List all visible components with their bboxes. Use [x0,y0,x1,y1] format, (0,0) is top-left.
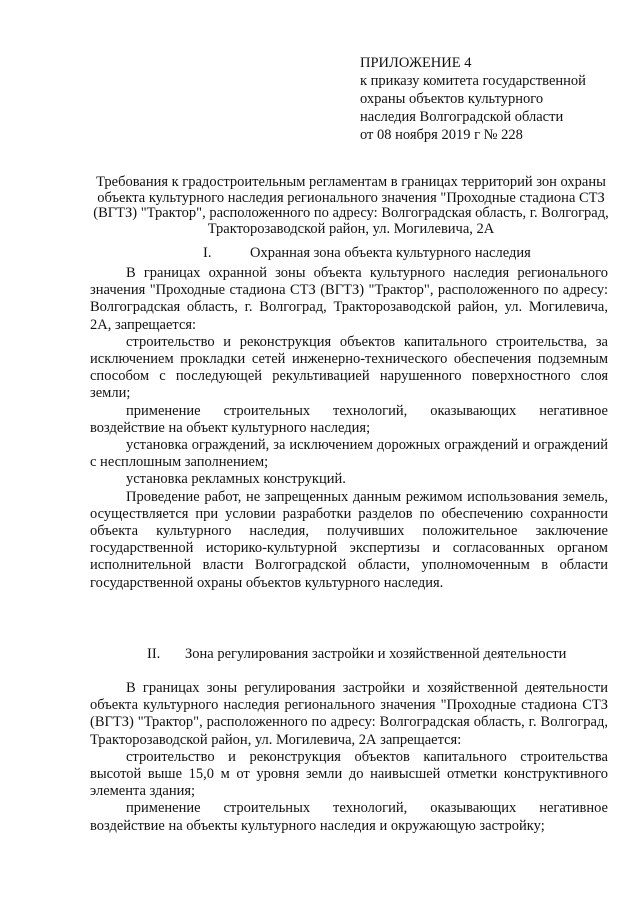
section-1-closing: Проведение работ, не запрещенных данным режимом использования земель, осуществляется при условии разработки разделов по обеспечению сохранности объекта культурного наследия, получивших положительное заключение государственной историко-культурной экспертизы и согласованных органом исполнительной власти Волгоградской области, уполномоченным в области государственной охраны объектов культурного наследия. [90,488,608,591]
appendix-line: наследия Волгоградской области [360,109,564,125]
section-2-item: применение строительных технологий, оказывающих негативное воздействие на объекты культурного наследия и окружающую застройку; [90,800,608,834]
section-2-body [90,680,608,835]
section-2-title: Зона регулирования застройки и хозяйственной деятельности [185,646,567,662]
appendix-line: от 08 ноября 2019 г № 228 [360,127,523,143]
section-1-body [90,265,608,592]
appendix-heading: ПРИЛОЖЕНИЕ 4 [360,55,472,71]
section-2-number: II. [147,646,161,662]
document-title: Требования к градостроительным регламентам в границах территорий зон охраны объекта культурного наследия регионального значения "Проходные стадиона СТЗ (ВГТЗ) "Трактор", расположенного по адресу: Волгоградская область, г. Волгоград, Тракторозаводской район, ул. Могилевича, 2А [93,174,609,237]
section-1-item: строительство и реконструкция объектов капитального строительства, за исключением прокладки сетей инженерно-технического обеспечения подземным способом с последующей рекультивацией нарушенного поверхностного слоя земли; [90,333,608,402]
section-1-item: установка ограждений, за исключением дорожных ограждений и ограждений с несплошным заполнением; [90,437,608,471]
section-1-title: Охранная зона объекта культурного наследия [250,245,531,261]
section-1-item: применение строительных технологий, оказывающих негативное воздействие на объект культурного наследия; [90,402,608,436]
section-2-intro: В границах зоны регулирования застройки и хозяйственной деятельности объекта культурного наследия регионального значения "Проходные стадиона СТЗ (ВГТЗ) "Трактор", расположенного по адресу: Волгоградская область, г. Волгоград, Тракторозаводской район, ул. Могилевича, 2А запрещается: [90,680,608,748]
section-2-item: строительство и реконструкция объектов капитального строительства высотой выше 15,0 м от уровня земли до наивысшей отметки конструктивного элемента здания; [90,748,608,800]
appendix-line: охраны объектов культурного [360,91,544,107]
appendix-block [360,54,620,144]
section-1-intro: В границах охранной зоны объекта культурного наследия регионального значения "Проходные стадиона СТЗ (ВГТЗ) "Трактор", расположенного по адресу: Волгоградская область, г. Волгоград, Тракторозаводской район, ул. Могилевича, 2А, запрещается: [90,265,608,333]
section-1-number: I. [203,245,212,261]
section-2-heading [147,645,566,663]
appendix-line: к приказу комитета государственной [360,73,586,89]
section-1-heading [203,244,531,262]
section-1-item: установка рекламных конструкций. [126,471,346,488]
